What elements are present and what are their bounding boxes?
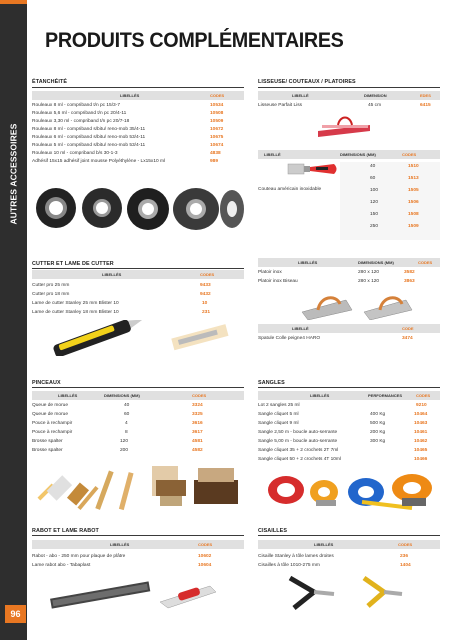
page-title: PRODUITS COMPLÉMENTAIRES [45, 28, 344, 52]
row-code: 3863 [404, 279, 415, 284]
table-header [32, 540, 244, 549]
table-row [32, 291, 244, 299]
table-row [258, 278, 440, 286]
row-label: Queue de morue [32, 412, 69, 417]
row-code: 10462 [414, 439, 428, 444]
header-label: LIBELLÉS [120, 93, 140, 98]
section-title-sangles: SANGLES [258, 380, 285, 386]
row-label: Couteau américain inoxidable [258, 187, 322, 192]
row-dim: 280 x 120 [358, 270, 380, 275]
row-code: 4838 [210, 151, 221, 156]
row-dim: 250 [370, 224, 379, 229]
row-label: Queue de morue [32, 403, 69, 408]
header-dim: DIMENSIONS (MM) [104, 393, 140, 398]
row-code: 10465 [414, 448, 428, 453]
row-dim: 120 [370, 200, 379, 205]
rasp-blade-image [50, 581, 150, 608]
row-label: Rouleaux 5,6 ml - compriband t/n pc 20/4-11 [32, 111, 127, 116]
brush-image [95, 471, 113, 510]
row-dim: 45 cm [368, 103, 382, 108]
row-code: 3582 [404, 270, 415, 275]
header-label: LIBELLÉ [292, 326, 309, 331]
row-code: 10464 [414, 412, 428, 417]
table-row [258, 447, 440, 455]
section-rule [258, 535, 440, 536]
row-label: Cisaille Stanley à tôle lames droites [258, 554, 334, 559]
table-row [32, 300, 244, 308]
page-number: 96 [5, 605, 26, 623]
row-code: 1506 [408, 200, 419, 205]
header-code: CODE [402, 326, 414, 331]
table-row [32, 126, 244, 134]
row-perf: 400 Kg [370, 412, 386, 417]
header-code: CODES [192, 393, 207, 398]
table-row [32, 282, 244, 290]
row-code: 4582 [192, 448, 203, 453]
header-dim: DIMENSION [364, 93, 387, 98]
header-label: LIBELLÉ [264, 152, 281, 157]
foam-rolls-image [30, 173, 246, 243]
row-label: Rouleaux 3,30 ml - compriband t/n pc 20/7-18 [32, 119, 130, 124]
table-row [258, 102, 440, 110]
table-header [32, 391, 244, 400]
table-row [32, 102, 244, 110]
table-row [32, 438, 244, 446]
section-rule [258, 87, 440, 88]
row-code: 3325 [192, 412, 203, 417]
strap-image [268, 476, 304, 504]
table-row [258, 223, 440, 231]
row-code: 10674 [210, 143, 224, 148]
table-row [32, 562, 244, 570]
header-label: LIBELLÉS [314, 542, 334, 547]
table-row [258, 429, 440, 437]
row-label: Brosse spalter [32, 439, 63, 444]
shears-image [290, 578, 334, 608]
row-perf: 200 Kg [370, 430, 386, 435]
table-header [258, 391, 440, 400]
row-code: 3617 [192, 430, 203, 435]
section-rule [32, 387, 244, 388]
section-rule [32, 268, 244, 269]
row-code: 1513 [408, 176, 419, 181]
table-row [32, 429, 244, 437]
table-row [32, 110, 244, 118]
row-label: Cutter pro 25 mm [32, 283, 70, 288]
row-code: 10 [202, 301, 208, 306]
row-label: Sangle cliquet 5 ml [258, 412, 299, 417]
shears-image [364, 578, 402, 606]
header-label: LIBELLÉ [292, 93, 309, 98]
row-code: 3474 [402, 336, 413, 341]
table-row [32, 150, 244, 158]
table-row [32, 411, 244, 419]
header-code: CODES [398, 542, 413, 547]
row-dim: 120 [120, 439, 129, 444]
header-code: EDES [420, 93, 431, 98]
couteau-image [286, 158, 340, 180]
row-code: 10508 [210, 111, 224, 116]
row-dim: 60 [370, 176, 376, 181]
platoir-images [300, 290, 420, 320]
table-header [32, 270, 244, 279]
table-row [258, 420, 440, 428]
table-row [258, 553, 440, 561]
row-code: 1404 [400, 563, 411, 568]
sangles-image [262, 468, 442, 514]
header-label: LIBELLÉS [310, 393, 330, 398]
row-label: Cisailles à tôle 1010-275 mm [258, 563, 320, 568]
side-accent [0, 0, 27, 4]
header-code: CODES [200, 272, 215, 277]
header-label: LIBELLÉS [58, 393, 78, 398]
row-code: 1509 [408, 224, 419, 229]
brush-image [194, 468, 238, 504]
header-label: LIBELLÉS [102, 272, 122, 277]
cutter-image [32, 320, 244, 356]
strap-image [392, 474, 432, 506]
header-code: CODES [418, 260, 433, 265]
row-label: Brosse spalter [32, 448, 63, 453]
header-code: CODES [210, 93, 225, 98]
row-label: Lame rabot abo - Tabaplast [32, 563, 91, 568]
row-label: Sangle 5,00 m - boucle auto-serrante [258, 439, 338, 444]
table-header [258, 540, 440, 549]
table-row [258, 199, 440, 207]
table-row [32, 118, 244, 126]
table-row [32, 142, 244, 150]
row-code: 3324 [192, 403, 203, 408]
row-label: Rouleaux 5 ml - compriband s/bitu/ reno-mob 53/4-11 [32, 143, 146, 148]
strap-image [310, 480, 338, 506]
section-title-rabot: RABOT ET LAME RABOT [32, 528, 99, 534]
table-row [258, 562, 440, 570]
table-row [258, 187, 440, 195]
table-row [32, 447, 244, 455]
row-code: 4581 [192, 439, 203, 444]
row-label: Sangle 2,50 m - boucle auto-serrante [258, 430, 338, 435]
brush-image [38, 475, 73, 500]
table-row [258, 438, 440, 446]
row-label: Pouce à rechampir [32, 421, 73, 426]
section-rule [258, 387, 440, 388]
row-dim: 60 [124, 412, 130, 417]
table-row [258, 402, 440, 410]
table-row [32, 309, 244, 317]
row-code: 989 [210, 159, 219, 164]
row-code: 10463 [414, 421, 428, 426]
row-code: 1510 [408, 164, 419, 169]
side-band [0, 0, 27, 640]
roll-image [36, 188, 76, 228]
row-label: Rouleaux 8 ml - compriband s/bitu/ reno-mob 35/4-11 [32, 127, 146, 132]
row-code: 10509 [210, 119, 224, 124]
table-row [32, 553, 244, 561]
roll-image [173, 188, 219, 230]
section-title-etancheite: ÉTANCHÉITÉ [32, 79, 68, 85]
row-code: 236 [400, 554, 409, 559]
row-label: Rabot - abo - 250 mm pour plaque de plâtre [32, 554, 126, 559]
header-code: CODES [198, 542, 213, 547]
table-row [258, 335, 440, 343]
section-title-cisailles: CISAILLES [258, 528, 288, 534]
row-label: Cutter pro 18 mm [32, 292, 70, 297]
cisailles-image [280, 572, 420, 612]
row-code: 10675 [210, 135, 224, 140]
brush-image [119, 472, 134, 510]
table-row [32, 158, 244, 166]
table-header [258, 258, 440, 267]
table-header [258, 91, 440, 100]
table-row [32, 134, 244, 142]
table-header [258, 324, 440, 333]
row-code: 10604 [198, 563, 212, 568]
row-code: 10466 [414, 457, 428, 462]
row-label: Rouleaux 10 ml - compriband b/s 30-1-3 [32, 151, 118, 156]
row-code: 10461 [414, 430, 428, 435]
row-dim: 280 x 120 [358, 279, 380, 284]
row-code: 1508 [408, 212, 419, 217]
row-label: Sangle cliquet 9 ml [258, 421, 299, 426]
section-title-pinceaux: PINCEAUX [32, 380, 61, 386]
roll-image [82, 188, 122, 228]
row-code: 1505 [408, 188, 419, 193]
header-label: LIBELLÉS [110, 542, 130, 547]
brush-image [67, 482, 99, 510]
header-label: LIBELLÉS [298, 260, 318, 265]
row-perf: 300 Kg [370, 439, 386, 444]
blade-pack-image [171, 324, 228, 350]
row-code: 3616 [192, 421, 203, 426]
plane-image [160, 586, 216, 608]
platoir-image [364, 298, 412, 320]
row-label: Adhésif 15x15 adhésif joint mousse Polyéthylène - Lx15x10 ml [32, 159, 166, 164]
table-row [258, 456, 440, 464]
section-rule [32, 87, 244, 88]
row-label: Lame de cutter Stanley 25 mm Blister 10 [32, 301, 119, 306]
row-label: Lisseuse Parfait Liss [258, 103, 302, 108]
row-perf: 500 Kg [370, 421, 386, 426]
side-label: AUTRES ACCESSOIRES [8, 123, 19, 225]
row-code: 6415 [420, 103, 431, 108]
row-label: Spatule Colle peigne4 HARO [258, 336, 321, 341]
row-label: Rouleaux 6 ml - compriband s/bitu/ reno-mob 53/4-11 [32, 135, 146, 140]
table-header [32, 91, 244, 100]
row-dim: 200 [120, 448, 129, 453]
table-row [32, 402, 244, 410]
header-dim: DIMENSIONS (MM) [340, 152, 376, 157]
rabot-image [40, 576, 220, 612]
row-code: 9210 [416, 403, 427, 408]
row-code: 9432 [200, 292, 211, 297]
row-label: Pouce à rechampir [32, 430, 73, 435]
row-code: 10672 [210, 127, 224, 132]
row-label: Sangle cliquet 35 + 2 crochets 2T 7ml [258, 448, 339, 453]
row-label: Rouleaux 8 ml - compriband t/n pc 15/3-7 [32, 103, 120, 108]
roll-image [220, 190, 244, 228]
section-rule [32, 535, 244, 536]
section-title-cutter: CUTTER ET LAME DE CUTTER [32, 261, 114, 267]
brushes-image [34, 460, 244, 516]
row-dim: 40 [370, 164, 376, 169]
roll-image [127, 188, 169, 230]
section-title-lisseuse: LISSEUSE/ COUTEAUX / PLATOIRES [258, 79, 356, 85]
row-code: 10534 [210, 103, 224, 108]
row-dim: 150 [370, 212, 379, 217]
row-label: Platoir inox [258, 270, 282, 275]
header-code: CODES [402, 152, 417, 157]
row-code: 9433 [200, 283, 211, 288]
table-row [258, 411, 440, 419]
row-label: Sangle cliquet 50 + 2 crochets 4T 10ml [258, 457, 341, 462]
header-perf: PERFORMANCES [368, 393, 403, 398]
row-code: 231 [202, 310, 211, 315]
table-row [32, 420, 244, 428]
platoir-image [302, 298, 352, 320]
brush-image [152, 466, 186, 506]
lisseuse-image [314, 111, 374, 139]
row-label: Lame de cutter Stanley 18 mm Blister 10 [32, 310, 119, 315]
row-dim: 40 [124, 403, 130, 408]
header-dim: DIMENSIONS (MM) [358, 260, 394, 265]
table-row [258, 211, 440, 219]
table-row [258, 269, 440, 277]
row-dim: 100 [370, 188, 379, 193]
row-code: 10602 [198, 554, 212, 559]
header-code: CODES [416, 393, 431, 398]
row-label: Platoir inox Biseau [258, 279, 298, 284]
row-dim: 8 [125, 430, 128, 435]
row-dim: 4 [125, 421, 128, 426]
row-label: Lot 2 sangles 25 ml [258, 403, 300, 408]
